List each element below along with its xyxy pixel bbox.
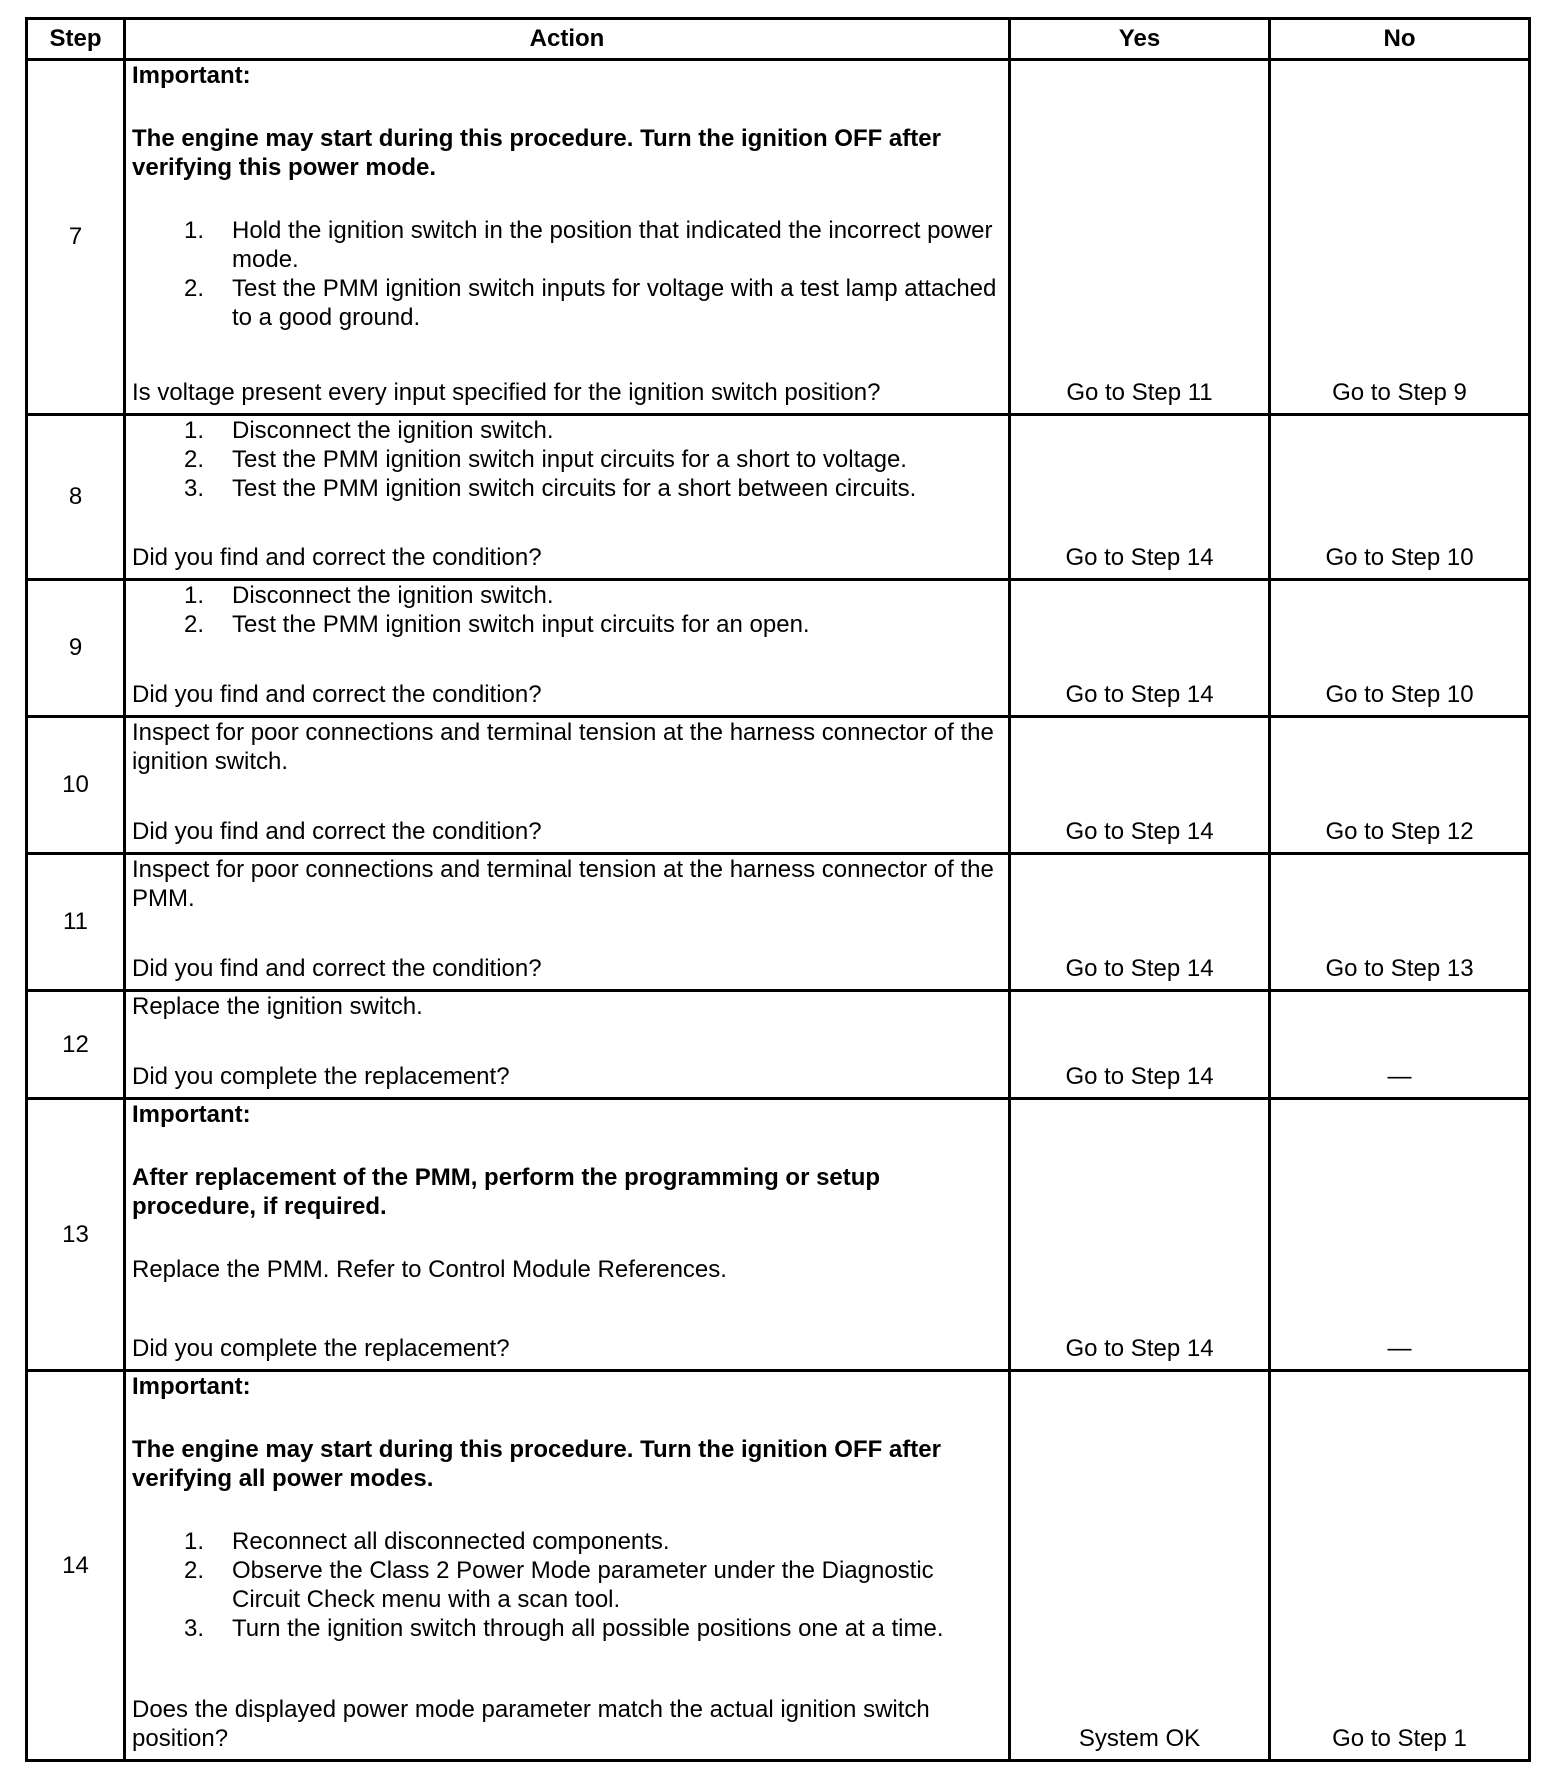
step-number: 10 xyxy=(27,717,125,854)
procedure-item-number: 2. xyxy=(183,446,204,473)
no-outcome: Go to Step 10 xyxy=(1270,580,1530,717)
action-content xyxy=(132,992,998,1091)
procedure-list xyxy=(132,216,998,332)
yes-outcome: Go to Step 14 xyxy=(1010,1099,1270,1371)
procedure-item xyxy=(132,581,998,610)
procedure-item-text: Reconnect all disconnected components. xyxy=(232,1528,670,1555)
important-note: The engine may start during this procedure. Turn the ignition OFF after verifying all power modes. xyxy=(132,1436,941,1492)
table-row xyxy=(27,60,1530,415)
no-outcome: Go to Step 1 xyxy=(1270,1371,1530,1761)
action-cell xyxy=(125,854,1010,991)
action-question: Is voltage present every input specified for the ignition switch position? xyxy=(132,379,881,406)
procedure-item xyxy=(132,1527,998,1556)
procedure-list-block xyxy=(132,416,998,503)
procedure-item-number: 1. xyxy=(183,1528,204,1555)
action-question: Did you complete the replacement? xyxy=(132,1335,510,1362)
step-number: 7 xyxy=(27,60,125,415)
action-body xyxy=(132,581,998,639)
action-content xyxy=(132,1372,998,1753)
table-row xyxy=(27,854,1530,991)
action-content xyxy=(132,855,998,983)
procedure-item-number: 1. xyxy=(183,582,204,609)
action-cell xyxy=(125,991,1010,1099)
procedure-item-number: 2. xyxy=(183,275,204,302)
procedure-item-text: Disconnect the ignition switch. xyxy=(232,582,554,609)
action-cell xyxy=(125,580,1010,717)
action-paragraph: Inspect for poor connections and terminal tension at the harness connector of the ignition switch. xyxy=(132,719,994,775)
yes-outcome: Go to Step 11 xyxy=(1010,60,1270,415)
procedure-list xyxy=(132,581,998,639)
diagnostic-table-document xyxy=(25,17,1531,1762)
action-paragraph: Replace the PMM. Refer to Control Module References. xyxy=(132,1256,727,1283)
procedure-item-text: Turn the ignition switch through all possible positions one at a time. xyxy=(232,1615,944,1642)
procedure-list-block xyxy=(132,216,998,332)
procedure-item-number: 1. xyxy=(183,217,204,244)
step-number: 11 xyxy=(27,854,125,991)
procedure-item xyxy=(132,445,998,474)
action-cell xyxy=(125,1371,1010,1761)
important-block xyxy=(132,1100,998,1129)
important-note: After replacement of the PMM, perform the programming or setup procedure, if required. xyxy=(132,1164,881,1220)
procedure-item-text: Test the PMM ignition switch input circuits for an open. xyxy=(232,611,810,638)
action-question: Did you find and correct the condition? xyxy=(132,818,542,845)
action-cell xyxy=(125,415,1010,580)
important-note: The engine may start during this procedure. Turn the ignition OFF after verifying this power mode. xyxy=(132,125,941,181)
important-label: Important: xyxy=(132,62,251,89)
procedure-item-number: 1. xyxy=(183,417,204,444)
action-question: Did you find and correct the condition? xyxy=(132,955,542,982)
procedure-list-block xyxy=(132,1527,998,1643)
yes-outcome: Go to Step 14 xyxy=(1010,991,1270,1099)
action-cell xyxy=(125,60,1010,415)
important-block xyxy=(132,61,998,90)
action-body xyxy=(132,1100,998,1284)
action-paragraph: Inspect for poor connections and terminal tension at the harness connector of the PMM. xyxy=(132,856,994,912)
procedure-item xyxy=(132,1614,998,1643)
action-question: Did you find and correct the condition? xyxy=(132,544,542,571)
procedure-item xyxy=(132,416,998,445)
action-content xyxy=(132,718,998,846)
no-outcome: Go to Step 9 xyxy=(1270,60,1530,415)
procedure-item-text: Hold the ignition switch in the position that indicated the incorrect power mode. xyxy=(232,217,993,273)
action-body xyxy=(132,718,998,776)
step-number: 13 xyxy=(27,1099,125,1371)
yes-outcome: Go to Step 14 xyxy=(1010,717,1270,854)
procedure-item xyxy=(132,274,998,332)
no-outcome: — xyxy=(1270,1099,1530,1371)
action-body xyxy=(132,1372,998,1643)
procedure-item xyxy=(132,1556,998,1614)
action-body xyxy=(132,416,998,503)
procedure-item-number: 3. xyxy=(183,475,204,502)
step-number: 14 xyxy=(27,1371,125,1761)
procedure-item xyxy=(132,216,998,274)
no-outcome: — xyxy=(1270,991,1530,1099)
procedure-list xyxy=(132,1527,998,1643)
step-number: 12 xyxy=(27,991,125,1099)
step-number: 8 xyxy=(27,415,125,580)
no-outcome: Go to Step 12 xyxy=(1270,717,1530,854)
header-action: Action xyxy=(125,19,1010,60)
procedure-item-text: Observe the Class 2 Power Mode parameter under the Diagnostic Circuit Check menu with a scan tool. xyxy=(232,1557,934,1613)
no-outcome: Go to Step 13 xyxy=(1270,854,1530,991)
action-cell xyxy=(125,1099,1010,1371)
action-body xyxy=(132,992,998,1021)
action-question: Did you complete the replacement? xyxy=(132,1063,510,1090)
yes-outcome: Go to Step 14 xyxy=(1010,415,1270,580)
procedure-item-text: Test the PMM ignition switch circuits for a short between circuits. xyxy=(232,475,917,502)
important-block xyxy=(132,1372,998,1401)
header-yes: Yes xyxy=(1010,19,1270,60)
table-row xyxy=(27,1371,1530,1761)
procedure-item xyxy=(132,610,998,639)
action-content xyxy=(132,1100,998,1363)
yes-outcome: Go to Step 14 xyxy=(1010,854,1270,991)
header-row xyxy=(27,19,1530,60)
action-paragraph: Replace the ignition switch. xyxy=(132,993,423,1020)
procedure-list-block xyxy=(132,581,998,639)
important-label: Important: xyxy=(132,1101,251,1128)
action-content xyxy=(132,61,998,407)
diagnostic-step-table xyxy=(25,17,1531,1762)
procedure-item-text: Test the PMM ignition switch inputs for voltage with a test lamp attached to a good ground. xyxy=(232,275,997,331)
yes-outcome: Go to Step 14 xyxy=(1010,580,1270,717)
table-row xyxy=(27,580,1530,717)
procedure-item-number: 3. xyxy=(183,1615,204,1642)
action-body xyxy=(132,61,998,332)
procedure-item-number: 2. xyxy=(183,611,204,638)
action-question: Does the displayed power mode parameter match the actual ignition switch position? xyxy=(132,1696,930,1752)
important-label: Important: xyxy=(132,1373,251,1400)
procedure-list xyxy=(132,416,998,503)
procedure-item-number: 2. xyxy=(183,1557,204,1584)
table-row xyxy=(27,1099,1530,1371)
procedure-item xyxy=(132,474,998,503)
action-cell xyxy=(125,717,1010,854)
table-row xyxy=(27,415,1530,580)
yes-outcome: System OK xyxy=(1010,1371,1270,1761)
header-no: No xyxy=(1270,19,1530,60)
table-row xyxy=(27,717,1530,854)
procedure-item-text: Disconnect the ignition switch. xyxy=(232,417,554,444)
procedure-item-text: Test the PMM ignition switch input circuits for a short to voltage. xyxy=(232,446,907,473)
no-outcome: Go to Step 10 xyxy=(1270,415,1530,580)
step-number: 9 xyxy=(27,580,125,717)
action-question: Did you find and correct the condition? xyxy=(132,681,542,708)
table-row xyxy=(27,991,1530,1099)
header-step: Step xyxy=(27,19,125,60)
action-body xyxy=(132,855,998,913)
action-content xyxy=(132,581,998,709)
action-content xyxy=(132,416,998,572)
